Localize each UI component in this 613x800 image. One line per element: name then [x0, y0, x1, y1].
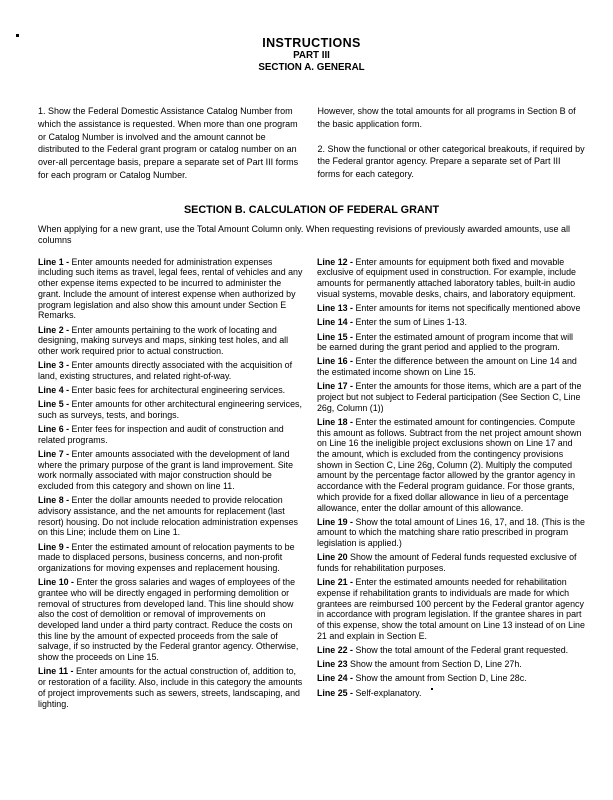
line-instruction: [38, 577, 306, 663]
document-title: INSTRUCTIONS: [262, 36, 361, 50]
section-b-left-column: [38, 257, 306, 713]
line-instruction: [317, 332, 585, 353]
line-label: Line 9 -: [38, 541, 72, 552]
section-b: [38, 257, 585, 713]
line-text: Enter amounts for equipment both fixed and movable exclusive of equipment used in construction. For example, include amounts for permanently attached laboratory tables, built-in audio visual systems, movable desks, chairs, and laboratory equipment.: [317, 256, 576, 299]
line-instruction: [317, 517, 585, 549]
line-instruction: [317, 417, 585, 513]
line-label: Line 21 -: [317, 577, 356, 588]
line-label: Line 10 -: [38, 577, 77, 588]
line-text: Enter amounts needed for administration expenses including such items as travel, legal fees, rental of vehicles and any other expense items expected to be incurred to administer the grant. Include the amount of interest expense when authorized by program legislation and also show this amount under Section E Remarks.: [38, 256, 303, 321]
title-block: [38, 36, 585, 74]
line-instruction: [317, 659, 585, 670]
line-instruction: [38, 385, 306, 396]
line-instruction: [38, 399, 306, 420]
line-text: Enter the amounts for those items, which are a part of the project but not subject to Federal participation (See Section C, Line 26g, Column (1)): [317, 381, 582, 413]
line-label: Line 8 -: [38, 495, 72, 506]
line-text: Enter amounts for items not specifically mentioned above: [355, 303, 581, 314]
line-text: Show the total amount of the Federal grant requested.: [355, 644, 569, 655]
line-text: Enter amounts pertaining to the work of locating and designing, making surveys and maps, sinking test holes, and all other work required prior to actual construction.: [38, 324, 289, 356]
line-label: Line 1 -: [38, 256, 72, 267]
line-label: Line 25 -: [317, 687, 356, 698]
line-text: Enter the gross salaries and wages of employees of the grantee who will be directly engaged in performing demolition or removal of structures from developed land. This line should show also the cost of demolition or removal of improvements on developed land under a third party contract. Reduce the costs on this line by the amount of expected proceeds from the sale of salvage, if so instructed by the Federal grantor agency. Otherwise, show the proceeds on Line 15.: [38, 577, 299, 663]
line-label: Line 12 -: [317, 256, 356, 267]
line-label: Line 18 -: [317, 416, 356, 427]
line-label: Line 20: [317, 552, 348, 563]
line-text: Enter amounts directly associated with the acquisition of land, existing structures, and related right-of-way.: [38, 360, 293, 381]
line-label: Line 2 -: [38, 324, 72, 335]
line-instruction: [317, 673, 585, 684]
line-instruction: [317, 257, 585, 300]
line-text: Self-explanatory.: [355, 687, 422, 698]
line-label: Line 22 -: [317, 644, 356, 655]
line-label: Line 23: [317, 659, 348, 670]
section-a-paragraph: 1. Show the Federal Domestic Assistance Catalog Number from which the assistance is requested. When more than one program or Catalog Number is involved and the amount cannot be distributed to the Federal grant program or catalog number on an over-all percentage basis, prepare a separate set of Part III forms for each program or Catalog Number.: [38, 106, 299, 180]
line-text: Enter the estimated amount of relocation payments to be made to displaced persons, business concerns, and non-profit organizations for moving expenses and replacement housing.: [38, 541, 295, 574]
scan-speck: [16, 34, 19, 37]
section-a-heading: SECTION A. GENERAL: [258, 62, 365, 73]
line-text: Enter fees for inspection and audit of construction and related programs.: [38, 424, 284, 445]
section-b-intro: When applying for a new grant, use the Total Amount Column only. When requesting revisions of previously awarded amounts, use all columns: [38, 223, 570, 245]
line-text: Show the total amount of Lines 16, 17, and 18. (This is the amount to which the matching share ratio prescribed in program legislation is applied.): [317, 516, 585, 549]
line-text: Enter the estimated amount of program income that will be earned during the grant period and applied to the program.: [317, 331, 574, 353]
line-instruction: [38, 360, 306, 381]
document-subtitle: PART III: [293, 50, 330, 61]
line-instruction: [317, 303, 585, 314]
line-label: Line 13 -: [317, 303, 356, 314]
line-instruction: [317, 552, 585, 573]
section-a-left-column: [38, 105, 306, 194]
line-label: Line 15 -: [317, 331, 356, 342]
section-a: [38, 105, 585, 194]
line-text: Show the amount from Section D, Line 27h.: [347, 659, 522, 670]
line-label: Line 14 -: [317, 317, 356, 328]
line-label: Line 7 -: [38, 449, 72, 460]
line-instruction: [317, 645, 585, 656]
line-label: Line 11 -: [38, 666, 76, 677]
line-text: Enter basic fees for architectural engineering services.: [71, 385, 286, 396]
line-instruction: [317, 577, 585, 641]
line-instruction: [38, 424, 306, 445]
line-text: Enter amounts associated with the development of land where the primary purpose of the grant is land improvement. Site work normally associated with major construction should be excluded from this category and shown on line 11.: [38, 449, 294, 492]
line-text: Show the amount of Federal funds requested exclusive of funds for rehabilitation purposes.: [317, 552, 577, 574]
line-label: Line 4 -: [38, 385, 72, 396]
line-instruction: [38, 449, 306, 492]
line-text: Enter amounts for other architectural engineering services, such as surveys, tests, and borings.: [38, 399, 302, 420]
line-instruction: [317, 317, 585, 328]
line-label: Line 6 -: [38, 424, 72, 435]
scan-speck: [431, 688, 433, 690]
line-label: Line 17 -: [317, 381, 356, 392]
section-b-right-column: [317, 257, 585, 713]
line-instruction: [317, 356, 585, 377]
section-b-heading: SECTION B. CALCULATION OF FEDERAL GRANT: [183, 203, 440, 216]
line-label: Line 16 -: [317, 356, 356, 367]
line-label: Line 5 -: [38, 399, 72, 410]
section-a-right-column: [318, 105, 586, 194]
line-instruction: [38, 325, 306, 357]
line-label: Line 19 -: [317, 516, 356, 527]
line-text: Show the amount from Section D, Line 28c.: [355, 673, 527, 684]
line-text: Enter the estimated amounts needed for rehabilitation expense if rehabilitation grants to individuals are made for which grantees are reimbursed 100 percent by the Federal grantor agency in accordance with program legislation. If the grantee shares in part of this expense, show the total amount on Line 13 instead of on Line 21 and explain in Section E.: [317, 577, 585, 641]
line-text: Enter the difference between the amount on Line 14 and the estimated income shown on Line 15.: [317, 356, 577, 378]
line-text: Enter the dollar amounts needed to provide relocation advisory assistance, and the net amounts for replacement (last resort) housing. Do not include relocation administration expenses on this Line; include them on Line 1.: [38, 495, 298, 538]
line-text: Enter the estimated amount for contingencies. Compute this amount as follows. Subtract from the net project amount shown on Line 16 the ineligible project exclusions shown on Line 17 and the amount, which is excluded from the contingency provisions shown in Section C, Line 26g, Column (2). Multiply the computed amount by the percentage factor allowed by the grantor agency in accordance with the Federal program guidance. For those grants, which provide for a fixed dollar allowance in lieu of a percentage allowance, enter the dollar amount of this allowance.: [317, 416, 582, 513]
section-a-paragraph: However, show the total amounts for all programs in Section B of the basic application form.: [317, 106, 576, 129]
line-instruction: [38, 542, 306, 574]
line-instruction: [38, 257, 306, 321]
line-label: Line 24 -: [317, 673, 356, 684]
line-label: Line 3 -: [38, 360, 72, 371]
line-instruction: [317, 381, 585, 413]
line-instruction: [38, 495, 306, 538]
section-a-paragraph: 2. Show the functional or other categorical breakouts, if required by the Federal grantor agency. Prepare a separate set of Part III forms for each category.: [317, 143, 585, 180]
line-text: Enter amounts for the actual construction of, addition to, or restoration of a facility. Also, include in this category the amounts of project improvements such as sewers, streets, landscaping, and lighting.: [38, 666, 303, 709]
line-text: Enter the sum of Lines 1-13.: [355, 317, 467, 328]
line-instruction: [38, 666, 306, 709]
line-instruction: [317, 688, 585, 699]
